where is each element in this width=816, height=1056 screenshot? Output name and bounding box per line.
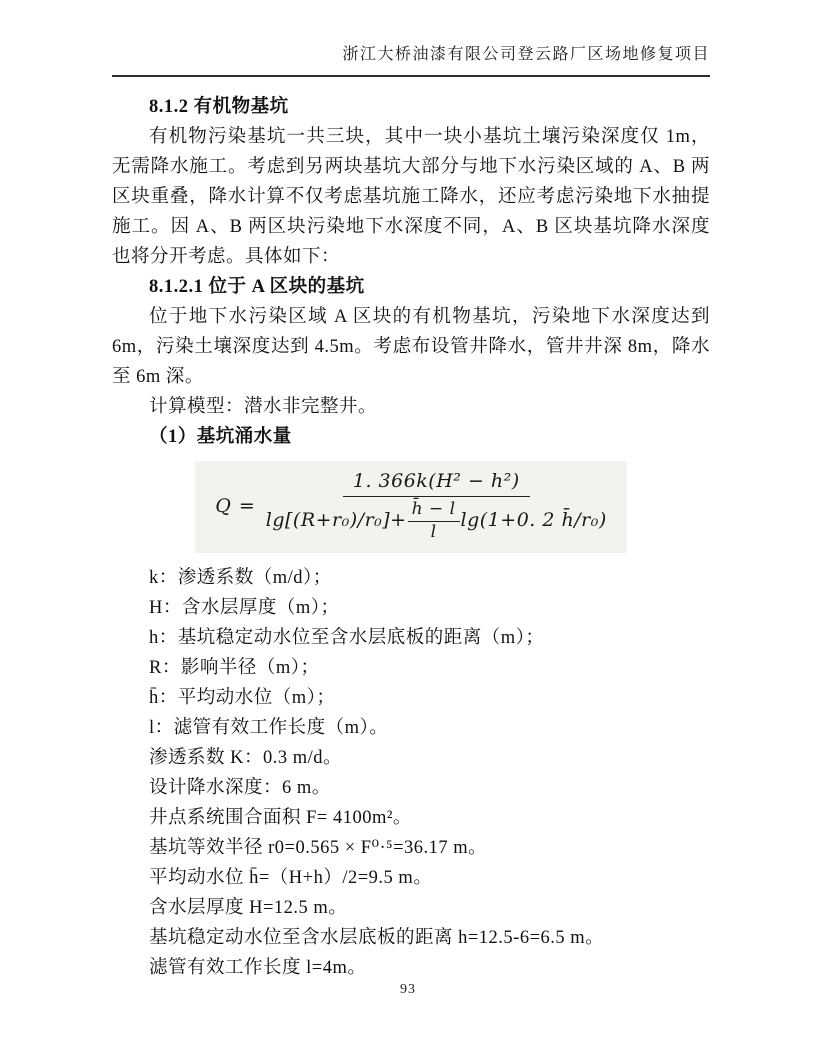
- calc-line-drawdown-depth: 设计降水深度：6 m。: [149, 777, 331, 798]
- formula-denominator: [266, 497, 607, 543]
- location-paragraph: 位于地下水污染区域 A 区块的有机物基坑，污染地下水深度达到 6m，污染土壤深度达到 4.5m。考虑布设管井降水，管井井深 8m，降水至 6m 深。: [112, 307, 710, 387]
- header-title: 浙江大桥油漆有限公司登云路厂区场地修复项目: [342, 46, 710, 63]
- calc-line-filter-length: 滤管有效工作长度 l=4m。: [149, 957, 367, 978]
- formula-denominator-left: lg[(R+r₀)/r₀]+: [265, 509, 407, 532]
- variable-definition-hbar: h̄：平均动水位（m）；: [149, 687, 336, 708]
- variable-definition-R: R：影响半径（m）；: [149, 657, 320, 678]
- variable-definition-h: h：基坑稳定动水位至含水层底板的距离（m）；: [149, 627, 545, 648]
- subheading-pit-inflow: （1）基坑涌水量: [149, 427, 292, 447]
- variable-definition-H: H：含水层厚度（m）；: [149, 597, 340, 618]
- calc-line-equivalent-radius: 基坑等效半径 r0=0.565 × F⁰·⁵=36.17 m。: [149, 837, 488, 858]
- model-paragraph: 计算模型：潜水非完整井。: [149, 397, 378, 417]
- section-heading-8-1-2-1: 8.1.2.1 位于 A 区块的基坑: [149, 277, 365, 297]
- calc-line-permeability: 渗透系数 K：0.3 m/d。: [149, 747, 343, 768]
- formula-fraction: [266, 471, 607, 543]
- variable-definition-l: l：滤管有效工作长度（m）。: [149, 717, 389, 738]
- document-content: [112, 92, 710, 983]
- intro-paragraph: 有机物污染基坑一共三块，其中一块小基坑土壤污染深度仅 1m，无需降水施工。考虑到另两块基坑大部分与地下水污染区域的 A、B 两区块重叠，降水计算不仅考虑基坑施工降水，还应考虑污染地下水抽提施工。因 A、B 两区块污染地下水深度不同，A、B 区块基坑降水深度也将分开考虑。具体如下：: [112, 127, 710, 267]
- calc-line-distance-h: 基坑稳定动水位至含水层底板的距离 h=12.5-6=6.5 m。: [149, 927, 605, 948]
- formula-denominator-right: lg(1+0. 2 h̄/r₀): [460, 509, 607, 532]
- formula-inner-fraction: [408, 500, 460, 543]
- formula-numerator: 1. 366k(H² − h²): [343, 471, 530, 497]
- formula-inner-denominator: l: [430, 522, 437, 543]
- formula-inner-numerator: h̄ − l: [408, 500, 460, 523]
- calc-line-avg-water-level: 平均动水位 h̄=（H+h）/2=9.5 m。: [149, 867, 433, 888]
- calc-line-enclosed-area: 井点系统围合面积 F= 4100m²。: [149, 807, 412, 828]
- page-header: [112, 44, 710, 77]
- page-number: 93: [400, 982, 416, 997]
- formula-lhs: Q =: [215, 495, 256, 518]
- variable-definition-k: k：渗透系数（m/d）；: [149, 567, 332, 588]
- section-heading-8-1-2: 8.1.2 有机物基坑: [149, 97, 289, 117]
- inflow-formula-image: [195, 461, 627, 553]
- calc-line-aquifer-thickness: 含水层厚度 H=12.5 m。: [149, 897, 348, 918]
